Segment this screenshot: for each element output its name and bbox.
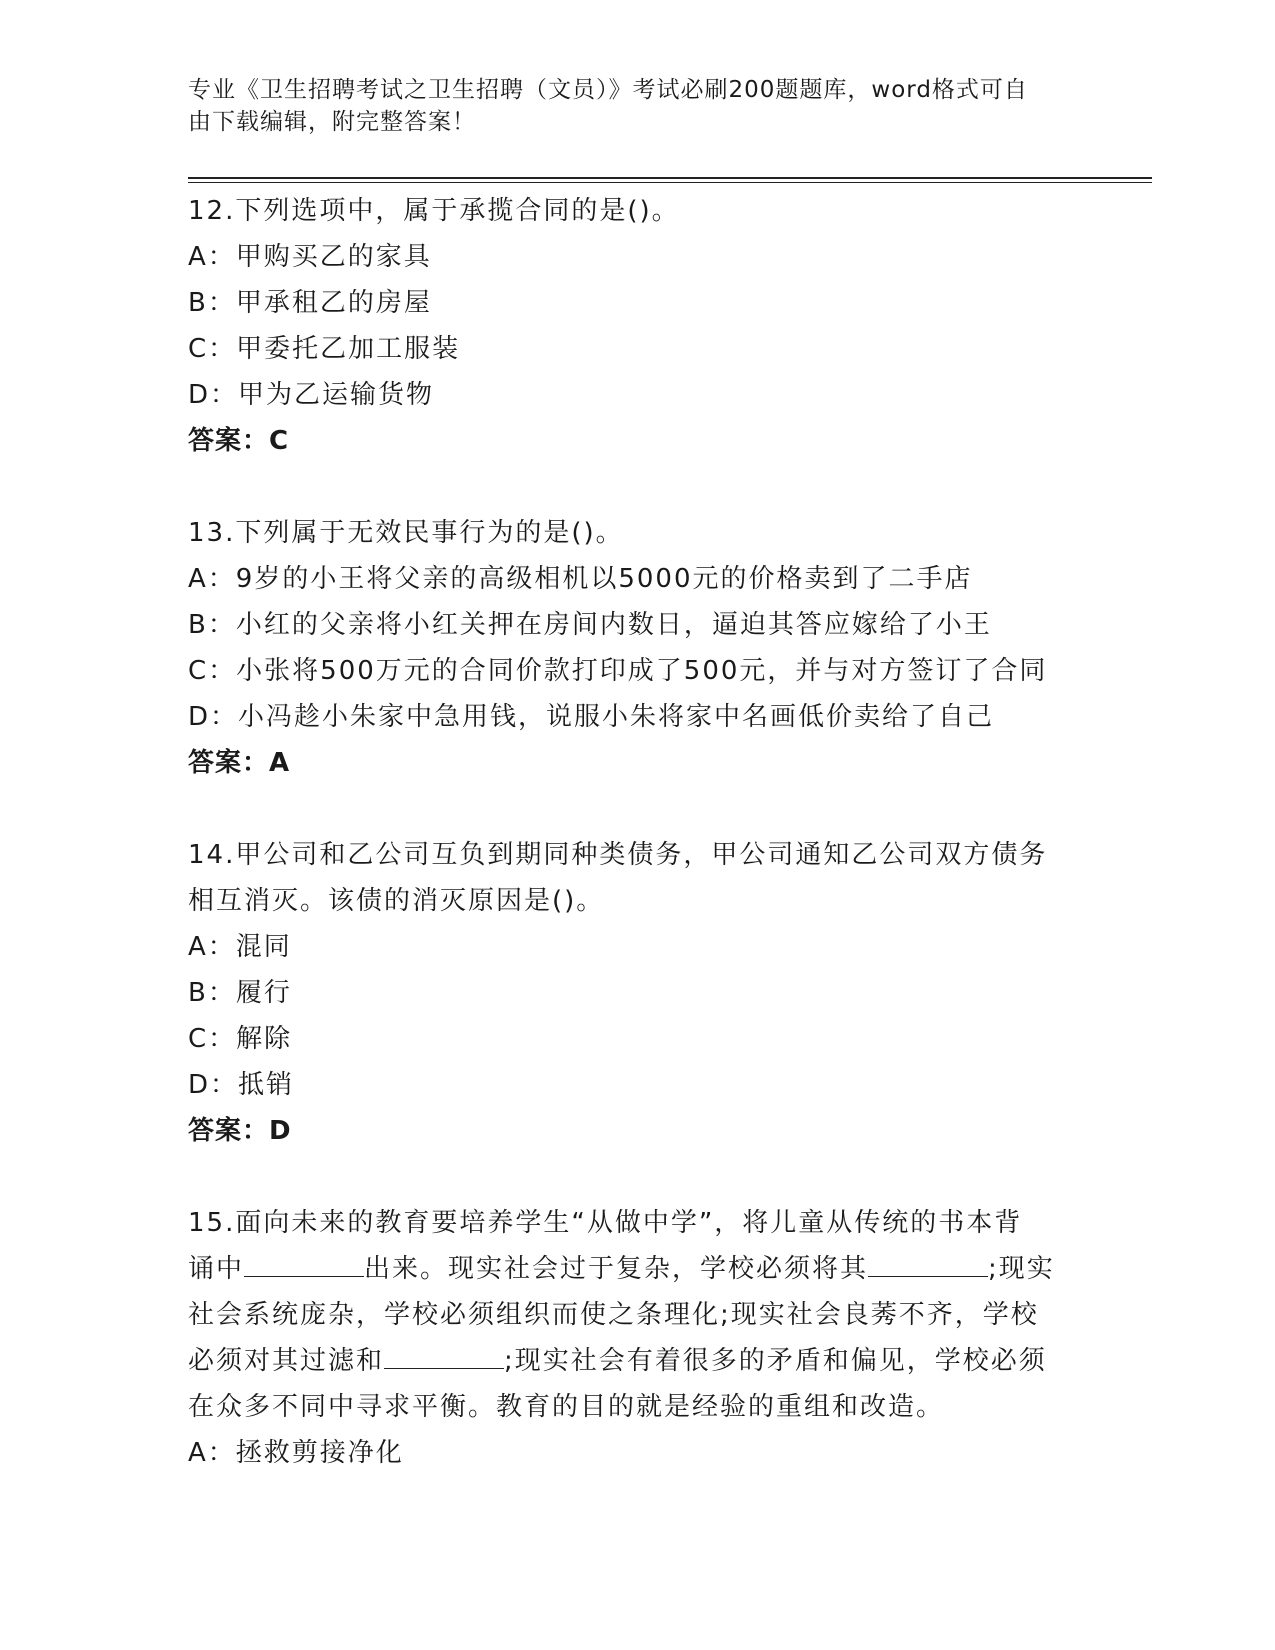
option-d: D：甲为乙运输货物 — [188, 380, 435, 410]
header-divider-thin — [188, 182, 1152, 183]
fill-blank-3 — [384, 1344, 504, 1369]
answer-line: 答案：C — [188, 426, 290, 456]
question-stem: 13.下列属于无效民事行为的是()。 — [188, 518, 624, 548]
question-13 — [188, 510, 1088, 786]
stem-text: ;现实社会有着很多的矛盾和偏见，学校必须 — [504, 1346, 1047, 1376]
question-stem-line-1: 14.甲公司和乙公司互负到期同种类债务，甲公司通知乙公司双方债务 — [188, 840, 1048, 870]
header-divider-thick — [188, 177, 1152, 179]
spacer — [188, 786, 1088, 832]
header-line-2: 由下载编辑，附完整答案！ — [188, 109, 476, 135]
option-c: C：解除 — [188, 1024, 293, 1054]
answer-line: 答案：A — [188, 748, 291, 778]
option-c: C：甲委托乙加工服装 — [188, 334, 461, 364]
question-12 — [188, 188, 1088, 464]
answer-line: 答案：D — [188, 1116, 292, 1146]
option-a: A：9岁的小王将父亲的高级相机以5000元的价格卖到了二手店 — [188, 564, 973, 594]
question-stem-line-1: 15.面向未来的教育要培养学生“从做中学”，将儿童从传统的书本背 — [188, 1208, 1023, 1238]
option-b: B：履行 — [188, 978, 292, 1008]
question-list — [188, 188, 1088, 1476]
option-a: A：混同 — [188, 932, 292, 962]
option-b: B：小红的父亲将小红关押在房间内数日，逼迫其答应嫁给了小王 — [188, 610, 992, 640]
option-a: A：甲购买乙的家具 — [188, 242, 432, 272]
spacer — [188, 1154, 1088, 1200]
option-a: A：拯救剪接净化 — [188, 1438, 404, 1468]
document-header — [188, 74, 1068, 138]
question-stem-line-2: 相互消灭。该债的消灭原因是()。 — [188, 886, 605, 916]
question-stem-line-3: 社会系统庞杂，学校必须组织而使之条理化;现实社会良莠不齐，学校 — [188, 1300, 1039, 1330]
question-stem: 12.下列选项中，属于承揽合同的是()。 — [188, 196, 680, 226]
stem-text: 必须对其过滤和 — [188, 1346, 385, 1376]
option-b: B：甲承租乙的房屋 — [188, 288, 432, 318]
stem-text: 诵中 — [188, 1254, 245, 1284]
question-15 — [188, 1200, 1088, 1476]
option-d: D：小冯趁小朱家中急用钱，说服小朱将家中名画低价卖给了自己 — [188, 702, 995, 732]
fill-blank-1 — [244, 1252, 364, 1277]
option-d: D：抵销 — [188, 1070, 295, 1100]
header-line-1: 专业《卫生招聘考试之卫生招聘（文员）》考试必刷200题题库，word格式可自 — [188, 77, 1028, 103]
stem-text: 出来。现实社会过于复杂，学校必须将其 — [364, 1254, 869, 1284]
stem-text: ;现实 — [988, 1254, 1055, 1284]
spacer — [188, 464, 1088, 510]
fill-blank-2 — [868, 1252, 988, 1277]
question-stem-line-5: 在众多不同中寻求平衡。教育的目的就是经验的重组和改造。 — [188, 1392, 945, 1422]
question-stem-line-4 — [188, 1338, 1088, 1384]
option-c: C：小张将500万元的合同价款打印成了500元，并与对方签订了合同 — [188, 656, 1048, 686]
question-14 — [188, 832, 1088, 1154]
question-stem-line-2 — [188, 1246, 1088, 1292]
